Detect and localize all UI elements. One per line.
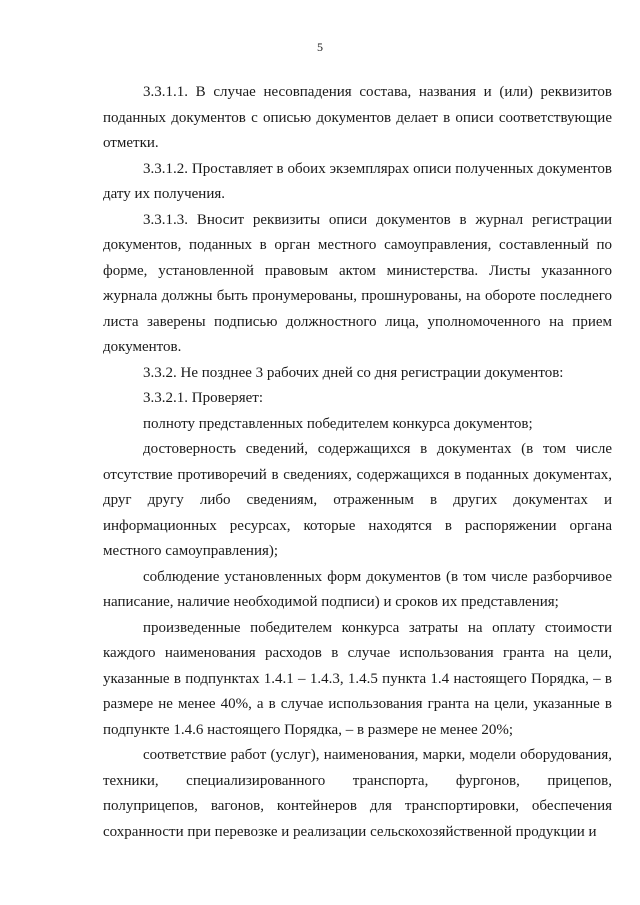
paragraph-conformity: соответствие работ (услуг), наименования, марки, модели оборудования, техники, специализированного транспорта, фургонов, прицепов, полуприцепов, вагонов, контейнеров для транспортировки, обеспечения сохранности при перевозке и реализации сельскохозяйственной продукции и: [103, 747, 612, 840]
page-number: 5: [317, 40, 323, 54]
paragraph-form-compliance: соблюдение установленных форм документов (в том числе разборчивое написание, наличие необходимой подписи) и сроков их представления;: [103, 568, 612, 610]
paragraph-costs: произведенные победителем конкурса затраты на оплату стоимости каждого наименования расходов в случае использования гранта на цели, указанные в подпунктах 1.4.1 – 1.4.3, 1.4.5 пункта 1.4 настоящего Порядка, – в размере не менее 40%, а в случае использования гранта на цели, указанные в подпункте 1.4.6 настоящего Порядка, – в размере не менее 20%;: [103, 619, 612, 738]
paragraph-3-3-2-1: 3.3.2.1. Проверяет:: [143, 390, 264, 406]
paragraph-reliability: достоверность сведений, содержащихся в документах (в том числе отсутствие противоречий в сведениях, содержащихся в поданных документах, друг другу либо сведениям, отраженным в других документах и информационных ресурсах, которые находятся в распоряжении органа местного самоуправления);: [103, 441, 612, 559]
paragraph-3-3-1-1: 3.3.1.1. В случае несовпадения состава, названия и (или) реквизитов поданных документов с описью документов делает в описи соответствующие отметки.: [103, 84, 612, 151]
document-body: [103, 80, 612, 845]
paragraph-completeness: полноту представленных победителем конкурса документов;: [143, 415, 533, 432]
paragraph-3-3-1-2: 3.3.1.2. Проставляет в обоих экземплярах описи полученных документов дату их получения.: [103, 160, 612, 202]
paragraph-3-3-1-3: 3.3.1.3. Вносит реквизиты описи документов в журнал регистрации документов, поданных в орган местного самоуправления, составленный по форме, установленной правовым актом министерства. Листы указанного журнала должны быть пронумерованы, прошнурованы, на обороте последнего листа заверены подписью должностного лица, уполномоченного на прием документов.: [103, 211, 612, 355]
paragraph-3-3-2: 3.3.2. Не позднее 3 рабочих дней со дня регистрации документов:: [143, 364, 564, 381]
